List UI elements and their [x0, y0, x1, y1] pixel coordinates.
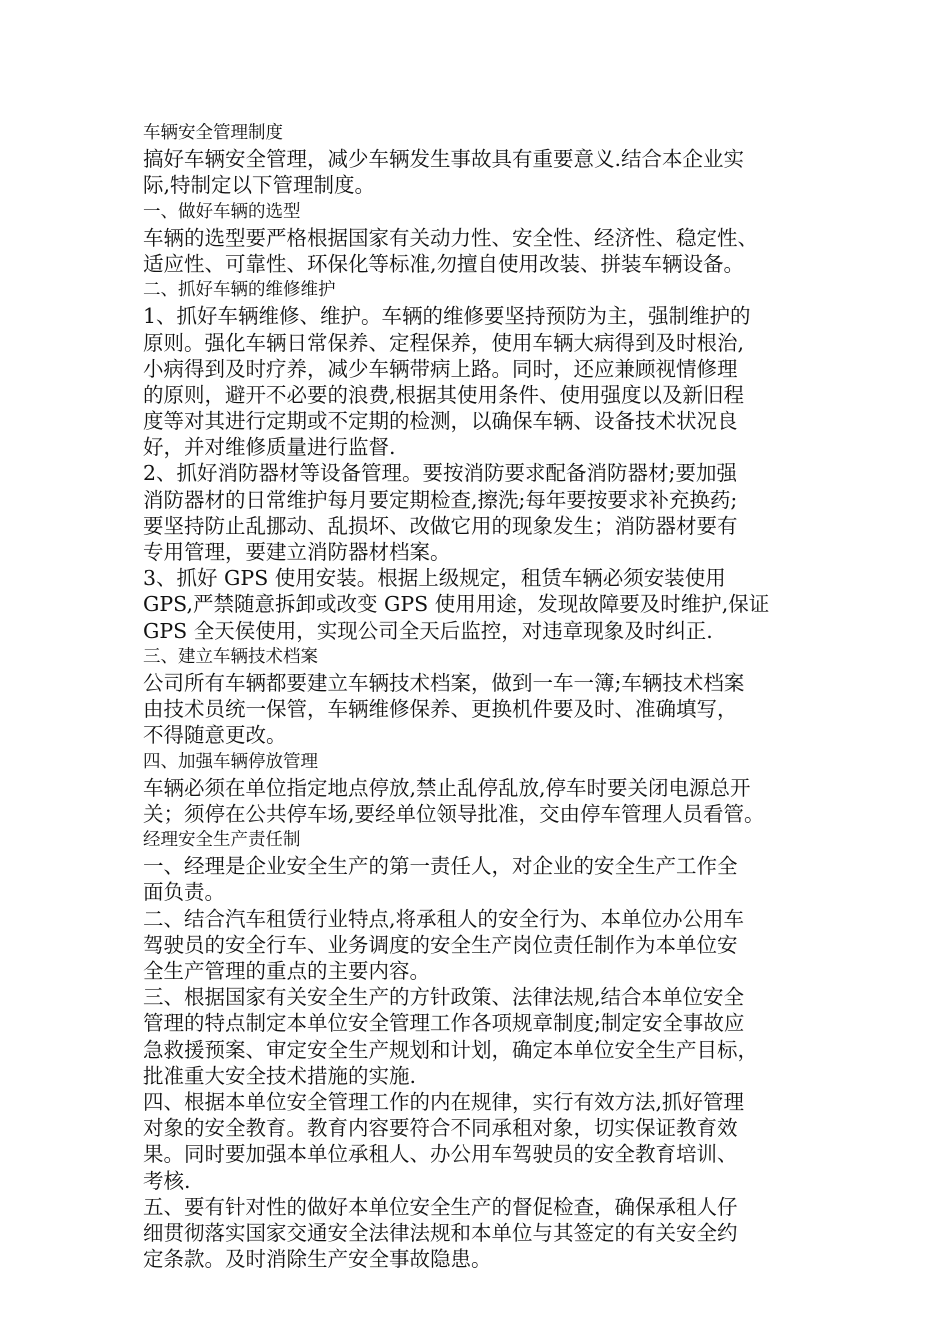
paragraph-line: 1、抓好车辆维修、维护。车辆的维修要坚持预防为主，强制维护的: [143, 304, 751, 329]
paragraph-line: 不得随意更改。: [143, 723, 287, 748]
paragraph-line: 对象的安全教育。教育内容要符合不同承租对象，切实保证教育效: [143, 1116, 738, 1141]
paragraph-line: 驾驶员的安全行车、业务调度的安全生产岗位责任制作为本单位安: [143, 932, 738, 957]
paragraph-line: 由技术员统一保管，车辆维修保养、更换机件要及时、准确填写，: [143, 697, 738, 722]
paragraph-line: 车辆的选型要严格根据国家有关动力性、安全性、经济性、稳定性、: [143, 225, 758, 250]
paragraph-line: 二、结合汽车租赁行业特点,将承租人的安全行为、本单位办公用车: [143, 906, 745, 931]
paragraph-line: 关；须停在公共停车场,要经单位领导批准，交由停车管理人员看管。: [143, 801, 765, 826]
section-heading: 一、做好车辆的选型: [143, 201, 301, 222]
paragraph-line: 管理的特点制定本单位安全管理工作各项规章制度;制定安全事故应: [143, 1011, 745, 1036]
paragraph-line: GPS 全天侯使用，实现公司全天后监控，对违章现象及时纠正.: [143, 618, 713, 643]
paragraph-line: 搞好车辆安全管理，减少车辆发生事故具有重要意义.结合本企业实: [143, 147, 745, 172]
section-heading: 车辆安全管理制度: [143, 123, 283, 143]
paragraph-line: 际,特制定以下管理制度。: [143, 173, 376, 198]
paragraph-line: 专用管理，要建立消防器材档案。: [143, 540, 451, 564]
paragraph-line: 考核.: [143, 1168, 191, 1193]
paragraph-line: 一、经理是企业安全生产的第一责任人，对企业的安全生产工作全: [143, 854, 738, 879]
paragraph-line: 好，并对维修质量进行监督.: [143, 435, 396, 460]
paragraph-line: 五、要有针对性的做好本单位安全生产的督促检查，确保承租人仔: [143, 1194, 738, 1219]
paragraph-line: 果。同时要加强本单位承租人、办公用车驾驶员的安全教育培训、: [143, 1142, 738, 1167]
section-heading: 四、加强车辆停放管理: [143, 751, 318, 772]
document-body: [143, 120, 823, 1272]
paragraph-line: 度等对其进行定期或不定期的检测，以确保车辆、设备技术状况良: [143, 409, 738, 434]
paragraph-line: 四、根据本单位安全管理工作的内在规律，实行有效方法,抓好管理: [143, 1089, 745, 1114]
paragraph-line: 全生产管理的重点的主要内容。: [143, 959, 430, 983]
paragraph-line: 公司所有车辆都要建立车辆技术档案，做到一车一簿;车辆技术档案: [143, 670, 745, 695]
paragraph-line: 原则。强化车辆日常保养、定程保养，使用车辆大病得到及时根治,: [143, 330, 745, 355]
paragraph-line: GPS,严禁随意拆卸或改变 GPS 使用用途，发现故障要及时维护,保证: [143, 592, 770, 617]
paragraph-line: 定条款。及时消除生产安全事故隐患。: [143, 1247, 492, 1272]
paragraph-line: 消防器材的日常维护每月要定期检查,擦洗;每年要按要求补充换药;: [143, 487, 738, 512]
paragraph-line: 的原则，避开不必要的浪费,根据其使用条件、使用强度以及新旧程: [143, 382, 745, 407]
paragraph-line: 适应性、可靠性、环保化等标准,勿擅自使用改装、拼装车辆设备。: [143, 251, 745, 276]
paragraph-line: 细贯彻落实国家交通安全法律法规和本单位与其签定的有关安全约: [143, 1220, 738, 1245]
section-heading: 二、抓好车辆的维修维护: [143, 280, 336, 301]
paragraph-line: 要坚持防止乱挪动、乱损坏、改做它用的现象发生；消防器材要有: [143, 513, 738, 538]
paragraph-line: 小病得到及时疗养，减少车辆带病上路。同时，还应兼顾视情修理: [143, 356, 738, 381]
paragraph-line: 车辆必须在单位指定地点停放,禁止乱停乱放,停车时要关闭电源总开: [143, 775, 751, 800]
section-heading: 三、建立车辆技术档案: [143, 646, 318, 667]
paragraph-line: 批准重大安全技术措施的实施.: [143, 1063, 417, 1088]
paragraph-line: 急救援预案、审定安全生产规划和计划，确定本单位安全生产目标，: [143, 1037, 758, 1062]
paragraph-line: 3、抓好 GPS 使用安装。根据上级规定，租赁车辆必须安装使用: [143, 566, 726, 591]
paragraph-line: 三、根据国家有关安全生产的方针政策、法律法规,结合本单位安全: [143, 985, 745, 1010]
paragraph-line: 2、抓好消防器材等设备管理。要按消防要求配备消防器材;要加强: [143, 461, 737, 486]
section-heading: 经理安全生产责任制: [143, 830, 301, 851]
paragraph-line: 面负责。: [143, 880, 225, 905]
